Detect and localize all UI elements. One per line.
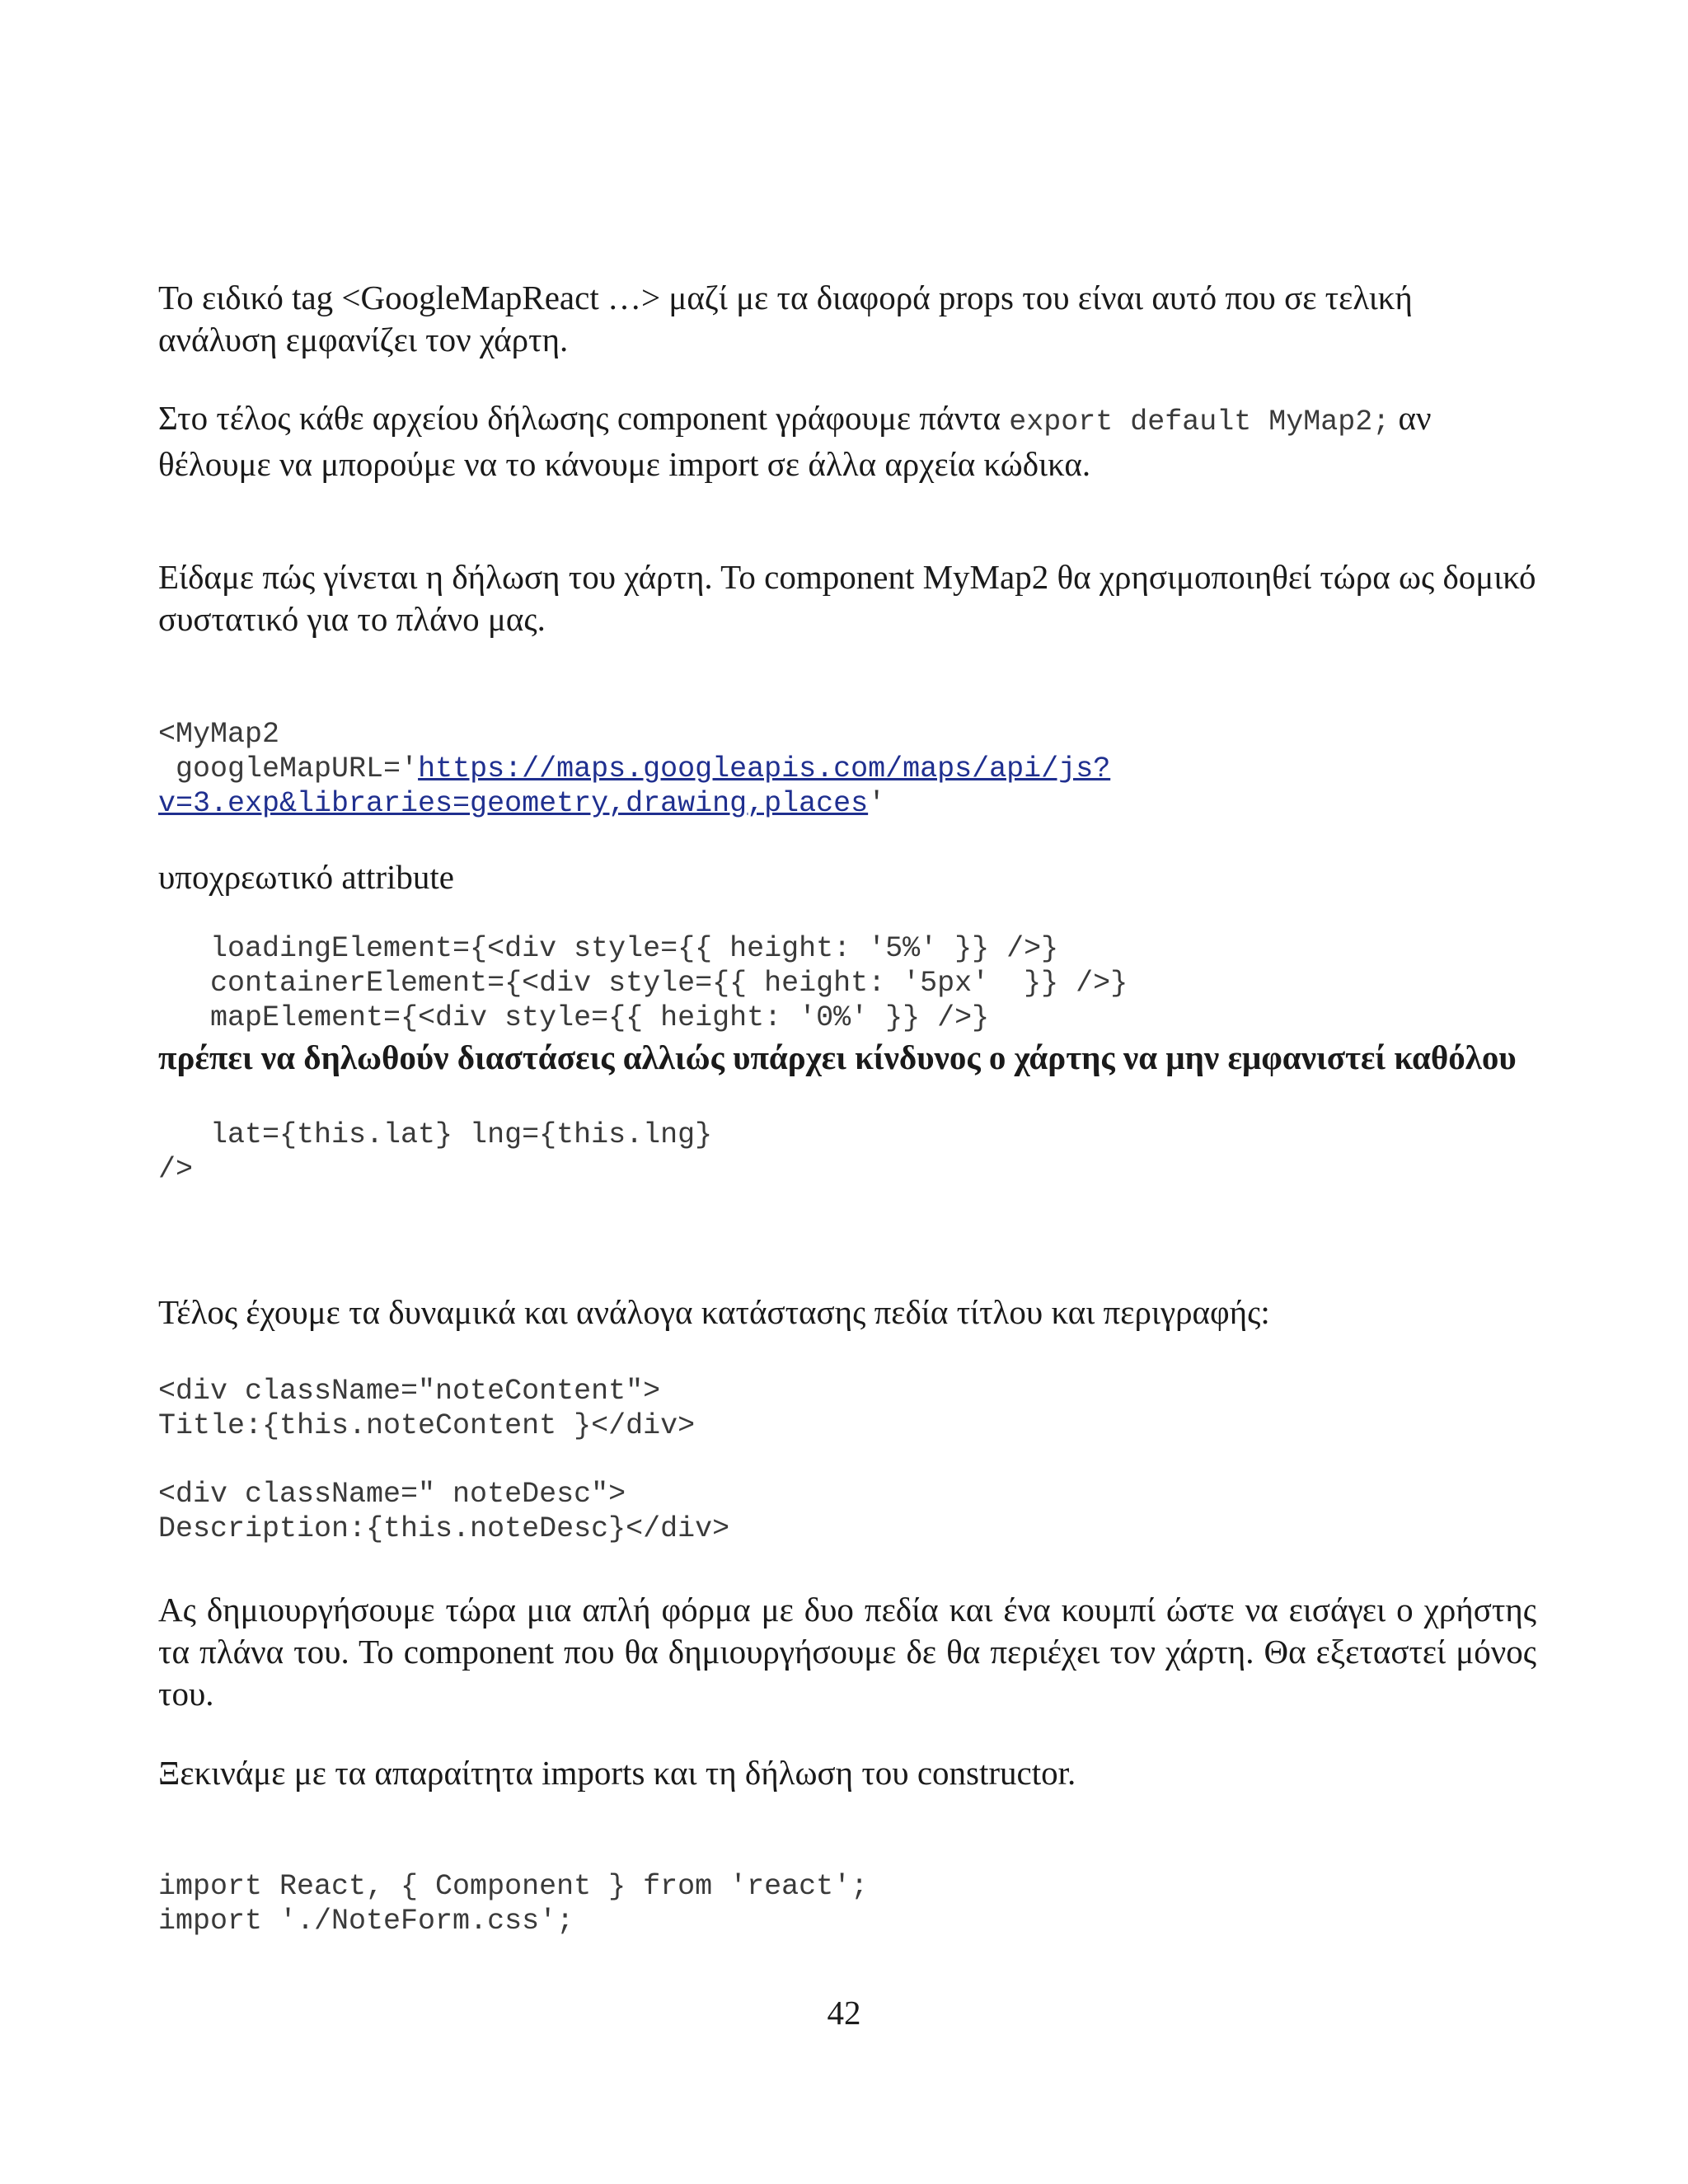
paragraph-mymap2-intro: Είδαμε πώς γίνεται η δήλωση του χάρτη. Το component MyMap2 θα χρησιμοποιηθεί τώρα ως δομικό συστατικό για το πλάνο μας. [158, 558, 1536, 638]
code-line [158, 786, 1536, 821]
note-required-attribute: υποχρεωτικό attribute [158, 858, 454, 896]
paragraph-export-before: Στο τέλος κάθε αρχείου δήλωσης component γράφουμε πάντα [158, 399, 1010, 437]
code-line: import './NoteForm.css'; [158, 1905, 574, 1938]
googleapis-link-continued[interactable]: v=3.exp&libraries=geometry,drawing,places [158, 787, 869, 820]
paragraph-export-default [158, 397, 1536, 485]
code-block-mymap2 [158, 717, 1536, 821]
code-line: lat={this.lat} lng={this.lng} [158, 1118, 713, 1151]
code-line: <div className="noteContent"> [158, 1375, 661, 1408]
code-line: mapElement={<div style={{ height: '0%' }} />} [158, 1001, 990, 1034]
code-block-elements [158, 931, 1536, 1035]
googleapis-link[interactable]: https://maps.googleapis.com/maps/api/js? [418, 752, 1111, 785]
paragraph-dynamic-fields: Τέλος έχουμε τα δυναμικά και ανάλογα κατάστασης πεδία τίτλου και περιγραφής: [158, 1293, 1270, 1331]
code-line: import React, { Component } from 'react'; [158, 1870, 869, 1903]
code-block-note-content [158, 1374, 1536, 1443]
code-line: loadingElement={<div style={{ height: '5%' }} />} [158, 932, 1059, 965]
code-line: <div className=" noteDesc"> [158, 1478, 626, 1511]
page-number: 42 [827, 1994, 861, 2032]
code-line-prefix: googleMapURL=' [158, 752, 419, 785]
warning-dimensions: πρέπει να δηλωθούν διαστάσεις αλλιώς υπάρχει κίνδυνος ο χάρτης να μην εμφανιστεί καθόλου [158, 1038, 1517, 1076]
code-block-imports [158, 1869, 1536, 1938]
paragraph-export-after: αν θέλουμε να μπορούμε να το κάνουμε import σε άλλα αρχεία κώδικα. [158, 399, 1432, 483]
code-line [158, 752, 1536, 786]
paragraph-imports-intro: Ξεκινάμε με τα απαραίτητα imports και τη δήλωση του constructor. [158, 1754, 1076, 1792]
code-line: <MyMap2 [158, 718, 280, 751]
code-block-latlng [158, 1118, 1536, 1187]
code-line: Title:{this.noteContent }</div> [158, 1409, 696, 1442]
inline-code-export: export default MyMap2; [1009, 405, 1390, 438]
code-block-note-desc [158, 1477, 1536, 1546]
code-line-suffix: ' [868, 787, 886, 820]
code-line: /> [158, 1153, 194, 1186]
paragraph-form-intro: Ας δημιουργήσουμε τώρα μια απλή φόρμα με δυο πεδία και ένα κουμπί ώστε να εισάγει ο χρήστης τα πλάνα του. Το component που θα δημιουργήσουμε δε θα περιέχει τον χάρτη. Θα εξεταστεί μόνος του. [158, 1591, 1536, 1713]
code-line: Description:{this.noteDesc}</div> [158, 1512, 730, 1545]
paragraph-googlemapreact: Το ειδικό tag <GoogleMapReact …> μαζί με τα διαφορά props του είναι αυτό που σε τελική ανάλυση εμφανίζει τον χάρτη. [158, 279, 1413, 359]
code-line: containerElement={<div style={{ height: '5px' }} />} [158, 967, 1128, 1000]
